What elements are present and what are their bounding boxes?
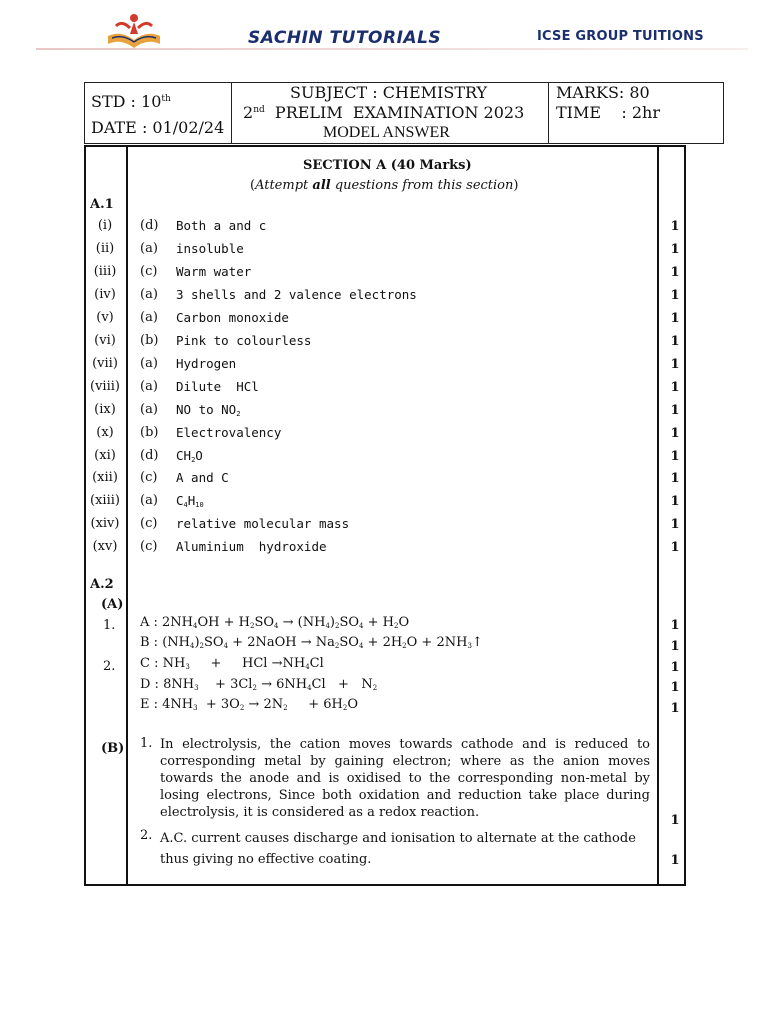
part-a-q2-number: 2. (103, 659, 116, 674)
equation-b: B : $(NH_4)_2SO_4$ + 2NaOH → $Na_2SO_4 + 2H_2O$ + $2NH_3↑$ (140, 635, 483, 650)
a1-item-option: (a) (140, 493, 158, 508)
a1-item-number: (xiii) (90, 493, 120, 508)
mark-a2b-2: 1 (670, 853, 680, 868)
a1-item-number: (i) (97, 218, 113, 233)
a1-item-answer: relative molecular mass (176, 516, 350, 531)
part-a-label: (A) (101, 597, 124, 612)
a1-item-number: (viii) (90, 379, 120, 394)
mark-a2a-2: 1 (670, 639, 680, 654)
a1-item-mark: 1 (670, 380, 680, 395)
total-marks: MARKS: 80 (556, 83, 650, 102)
banner-divider (36, 48, 748, 50)
a1-item-number: (xii) (92, 470, 118, 485)
a1-item-mark: 1 (670, 403, 680, 418)
equation-e: E : $4NH_3 + 3O_2 \to 2N_2$ + $6H_2O$ (140, 697, 358, 712)
a1-item-answer: Electrovalency (176, 425, 282, 440)
frame-bottom-border (84, 884, 686, 886)
a1-item-number: (ii) (95, 241, 115, 256)
a1-item-answer: Carbon monoxide (176, 310, 289, 325)
a1-item-number: (xi) (94, 448, 116, 463)
exam-time: TIME : 2hr (556, 103, 661, 122)
a1-item-answer: Hydrogen (176, 356, 237, 371)
equation-a: A : $2NH_4OH + H_2SO_4 \to (NH_4)_2SO_4 + H_2O$ (140, 615, 410, 630)
a1-item-mark: 1 (670, 334, 680, 349)
open-book-logo-icon (86, 12, 176, 50)
a1-item-mark: 1 (670, 449, 680, 464)
a1-item-option: (a) (140, 310, 158, 325)
a1-item-option: (d) (140, 448, 159, 463)
a1-item-option: (c) (140, 539, 158, 554)
part-b-answer-1: In electrolysis, the cation moves towards cathode and is reduced to corresponding metal by gaining electron; where as the anion moves towards the anode and is oxidised to the corresponding non-metal by losing electrons, Since both oxidation and reduction take place during electrolysis, it is considered as a redox reaction. (160, 737, 650, 820)
a1-item-number: (v) (96, 310, 114, 325)
part-b-q2-number: 2. (140, 828, 153, 843)
frame-left-border (84, 145, 86, 886)
a1-item-answer: Pink to colourless (176, 333, 312, 348)
a1-item-option: (a) (140, 287, 158, 302)
banner-title: SACHIN TUTORIALS (248, 28, 442, 48)
a1-item-number: (iii) (93, 264, 117, 279)
frame-top-border (84, 145, 686, 147)
a1-item-number: (x) (96, 425, 114, 440)
a1-item-option: (c) (140, 516, 158, 531)
a1-item-mark: 1 (670, 471, 680, 486)
frame-question-divider (126, 145, 128, 886)
a1-item-answer: NO to $NO_2$ (176, 402, 241, 418)
a1-item-option: (b) (140, 425, 159, 440)
subject-title: SUBJECT : CHEMISTRY (290, 83, 488, 102)
mark-a2b-1: 1 (670, 813, 680, 828)
a1-item-option: (c) (140, 264, 158, 279)
a1-item-answer: $C_4H_{10}$ (176, 493, 204, 509)
a1-item-answer: 3 shells and 2 valence electrons (176, 287, 417, 302)
mark-a2a-1: 1 (670, 618, 680, 633)
a1-item-number: (vi) (94, 333, 116, 348)
a1-item-number: (xv) (92, 539, 118, 554)
std-label: STD : 10th (91, 92, 171, 111)
a1-item-mark: 1 (670, 288, 680, 303)
question-a1-label: A.1 (90, 197, 114, 212)
part-b-label: (B) (101, 741, 125, 756)
a1-item-answer: Both a and c (176, 218, 267, 233)
equation-d: D : $8NH_3$ + $3Cl_2 \to 6NH_4Cl + N_2$ (140, 677, 378, 692)
section-instruction: (Attempt all questions from this section) (250, 178, 519, 193)
a1-item-mark: 1 (670, 494, 680, 509)
mark-a2a-5: 1 (670, 701, 680, 716)
a1-item-option: (a) (140, 356, 158, 371)
question-a2-label: A.2 (90, 577, 114, 592)
a1-item-option: (a) (140, 241, 158, 256)
a1-item-option: (c) (140, 470, 158, 485)
a1-item-number: (xiv) (90, 516, 120, 531)
a1-item-mark: 1 (670, 311, 680, 326)
a1-item-option: (d) (140, 218, 159, 233)
banner-subtitle: ICSE GROUP TUITIONS (537, 29, 704, 44)
a1-item-answer: Dilute HCl (176, 379, 259, 394)
a1-item-number: (ix) (94, 402, 116, 417)
part-a-q1-number: 1. (103, 618, 116, 633)
part-b-q1-number: 1. (140, 736, 153, 751)
a1-item-mark: 1 (670, 219, 680, 234)
a1-item-mark: 1 (670, 540, 680, 555)
section-title: SECTION A (40 Marks) (303, 158, 472, 173)
a1-item-mark: 1 (670, 242, 680, 257)
a1-item-answer: Warm water (176, 264, 252, 279)
a1-item-number: (vii) (92, 356, 118, 371)
model-answer-title: MODEL ANSWER (323, 124, 450, 141)
frame-marks-divider (657, 145, 659, 886)
exam-date: DATE : 01/02/24 (91, 118, 225, 137)
exam-title: 2nd PRELIM EXAMINATION 2023 (243, 103, 525, 122)
a1-item-answer: insoluble (176, 241, 244, 256)
a1-item-option: (b) (140, 333, 159, 348)
a1-item-number: (iv) (94, 287, 116, 302)
a1-item-answer: A and C (176, 470, 229, 485)
a1-item-option: (a) (140, 379, 158, 394)
mark-a2a-3: 1 (670, 660, 680, 675)
a1-item-mark: 1 (670, 265, 680, 280)
a1-item-mark: 1 (670, 426, 680, 441)
a1-item-answer: $CH_2O$ (176, 448, 203, 464)
a1-item-mark: 1 (670, 517, 680, 532)
part-b-answer-2: A.C. current causes discharge and ionisation to alternate at the cathode thus giving no effective coating. (160, 831, 636, 867)
a1-item-option: (a) (140, 402, 158, 417)
equation-c: C : $NH_3$ + HCl $\to NH_4Cl$ (140, 656, 324, 671)
page-banner (36, 12, 748, 50)
a1-item-answer: Aluminium hydroxide (176, 539, 327, 554)
mark-a2a-4: 1 (670, 680, 680, 695)
frame-right-border (684, 145, 686, 886)
a1-item-mark: 1 (670, 357, 680, 372)
